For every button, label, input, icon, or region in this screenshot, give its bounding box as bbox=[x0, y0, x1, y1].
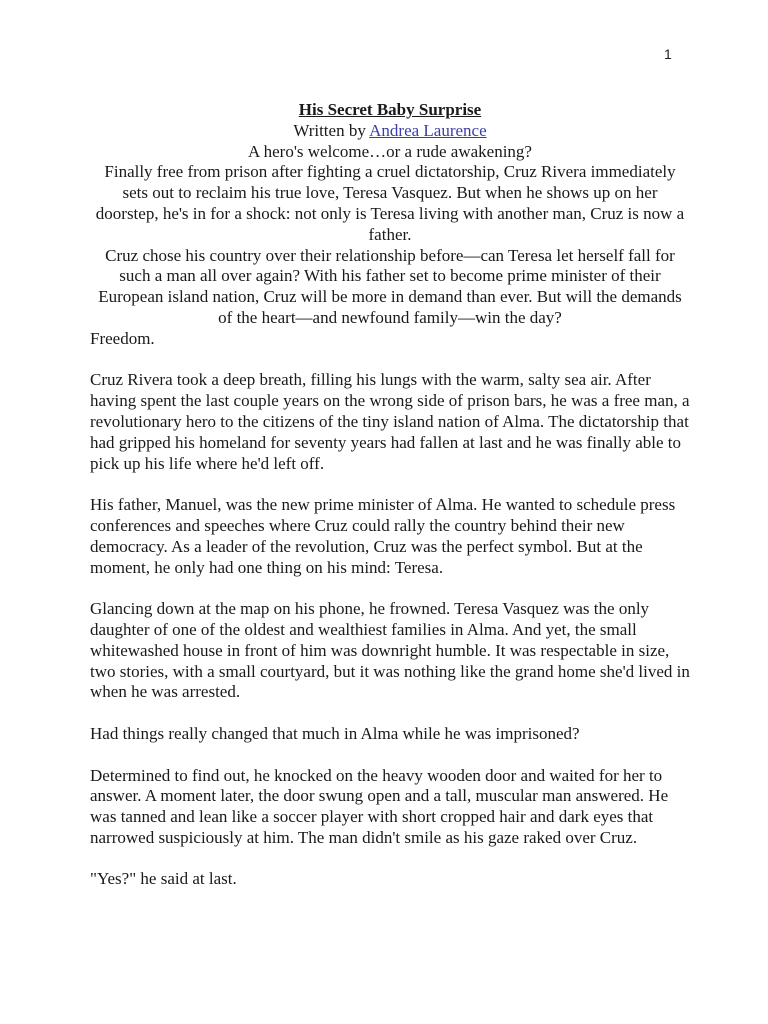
body-paragraph: Glancing down at the map on his phone, he frowned. Teresa Vasquez was the only daughter of one of the oldest and wealthiest families in Alma. And yet, the small whitewashed house in front of him was downright humble. It was respectable in size, two stories, with a small courtyard, but it was nothing like the grand home she'd lived in when he was arrested. bbox=[90, 599, 690, 702]
book-header bbox=[90, 100, 690, 329]
written-by-prefix: Written by bbox=[293, 120, 366, 140]
document-body bbox=[90, 100, 690, 890]
blurb-paragraph-1: Finally free from prison after fighting a cruel dictatorship, Cruz Rivera immediately sets out to reclaim his true love, Teresa Vasquez. But when he shows up on her doorstep, he's in for a shock: not only is Teresa living with another man, Cruz is now a father. bbox=[95, 162, 685, 244]
opening-line: Freedom. bbox=[90, 328, 155, 348]
author-link[interactable]: Andrea Laurence bbox=[369, 120, 487, 140]
byline bbox=[90, 121, 690, 142]
page-number: 1 bbox=[664, 46, 672, 62]
body-paragraph: Cruz Rivera took a deep breath, filling his lungs with the warm, salty sea air. After having spent the last couple years on the wrong side of prison bars, he was a free man, a revolutionary hero to the citizens of the tiny island nation of Alma. The dictatorship that had gripped his homeland for seventy years had fallen at last and he was finally able to pick up his life where he'd left off. bbox=[90, 370, 690, 473]
tagline: A hero's welcome…or a rude awakening? bbox=[248, 141, 532, 161]
body-paragraph: Had things really changed that much in Alma while he was imprisoned? bbox=[90, 723, 580, 743]
body-paragraph: "Yes?" he said at last. bbox=[90, 869, 237, 889]
book-title: His Secret Baby Surprise bbox=[298, 100, 482, 119]
blurb-paragraph-2: Cruz chose his country over their relationship before—can Teresa let herself fall for such a man all over again? With his father set to become prime minister of their European island nation, Cruz will be more in demand than ever. But will the demands of the heart—and newfound family—win the day? bbox=[98, 245, 682, 327]
body-paragraph: Determined to find out, he knocked on the heavy wooden door and waited for her to answer. A moment later, the door swung open and a tall, muscular man answered. He was tanned and lean like a soccer player with short cropped hair and dark eyes that narrowed suspiciously at him. The man didn't smile as his gaze raked over Cruz. bbox=[90, 765, 669, 847]
body-paragraph: His father, Manuel, was the new prime minister of Alma. He wanted to schedule press conferences and speeches where Cruz could rally the country behind their new democracy. As a leader of the revolution, Cruz was the perfect symbol. But at the moment, he only had one thing on his mind: Teresa. bbox=[90, 495, 676, 577]
